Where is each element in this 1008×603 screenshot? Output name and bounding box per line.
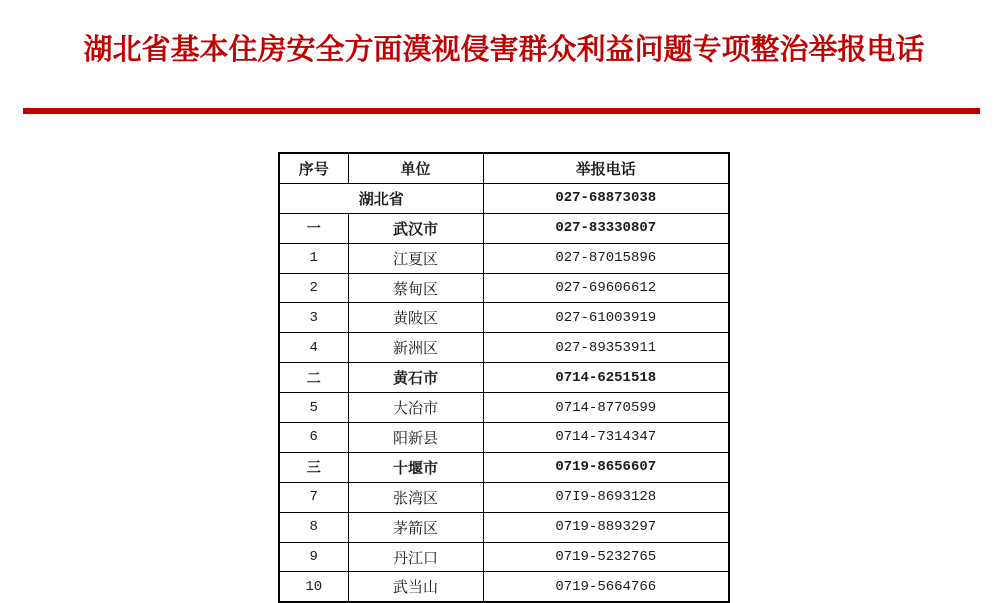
table-row — [279, 542, 729, 572]
index-cell: 8 — [279, 512, 348, 542]
hotline-table — [278, 152, 730, 603]
table-header-row — [279, 153, 729, 183]
unit-cell: 新洲区 — [348, 333, 483, 363]
phone-cell: 0714-7314347 — [483, 423, 729, 453]
table-row — [279, 393, 729, 423]
index-cell: 6 — [279, 423, 348, 453]
phone-cell: 0719-5664766 — [483, 572, 729, 602]
phone-cell: 027-61003919 — [483, 303, 729, 333]
index-cell: 10 — [279, 572, 348, 602]
phone-cell: 0719-8893297 — [483, 512, 729, 542]
table-row — [279, 572, 729, 602]
phone-cell: 0719-5232765 — [483, 542, 729, 572]
unit-cell: 茅箭区 — [348, 512, 483, 542]
index-cell: 2 — [279, 273, 348, 303]
index-cell: 7 — [279, 482, 348, 512]
phone-cell: 0719-8656607 — [483, 452, 729, 482]
unit-cell: 武汉市 — [348, 213, 483, 243]
index-cell: 二 — [279, 363, 348, 393]
index-cell: 1 — [279, 243, 348, 273]
unit-cell: 黄陂区 — [348, 303, 483, 333]
table-row — [279, 333, 729, 363]
table-row — [279, 482, 729, 512]
phone-cell: 0714-6251518 — [483, 363, 729, 393]
phone-cell: 027-89353911 — [483, 333, 729, 363]
unit-cell: 丹江口 — [348, 542, 483, 572]
phone-cell: 027-87015896 — [483, 243, 729, 273]
index-cell: 5 — [279, 393, 348, 423]
phone-cell: 027-83330807 — [483, 213, 729, 243]
index-cell: 一 — [279, 213, 348, 243]
table-row — [279, 303, 729, 333]
table-row — [279, 273, 729, 303]
table-row — [279, 183, 729, 213]
unit-cell: 十堰市 — [348, 452, 483, 482]
unit-cell: 湖北省 — [279, 183, 483, 213]
table-row — [279, 243, 729, 273]
table-row — [279, 423, 729, 453]
unit-cell: 大冶市 — [348, 393, 483, 423]
index-cell: 3 — [279, 303, 348, 333]
phone-cell: 0714-8770599 — [483, 393, 729, 423]
table-body — [279, 183, 729, 602]
table-row — [279, 363, 729, 393]
title-divider-rule — [23, 108, 980, 114]
index-cell: 4 — [279, 333, 348, 363]
col-header-phone: 举报电话 — [483, 153, 729, 183]
unit-cell: 张湾区 — [348, 482, 483, 512]
unit-cell: 蔡甸区 — [348, 273, 483, 303]
page-title: 湖北省基本住房安全方面漠视侵害群众利益问题专项整治举报电话 — [83, 34, 925, 66]
col-header-unit: 单位 — [348, 153, 483, 183]
unit-cell: 武当山 — [348, 572, 483, 602]
phone-cell: 027-68873038 — [483, 183, 729, 213]
unit-cell: 江夏区 — [348, 243, 483, 273]
table-row — [279, 452, 729, 482]
index-cell: 三 — [279, 452, 348, 482]
phone-cell: 027-69606612 — [483, 273, 729, 303]
index-cell: 9 — [279, 542, 348, 572]
table-row — [279, 213, 729, 243]
table-row — [279, 512, 729, 542]
unit-cell: 黄石市 — [348, 363, 483, 393]
phone-cell: 07I9-8693128 — [483, 482, 729, 512]
unit-cell: 阳新县 — [348, 423, 483, 453]
col-header-index: 序号 — [279, 153, 348, 183]
